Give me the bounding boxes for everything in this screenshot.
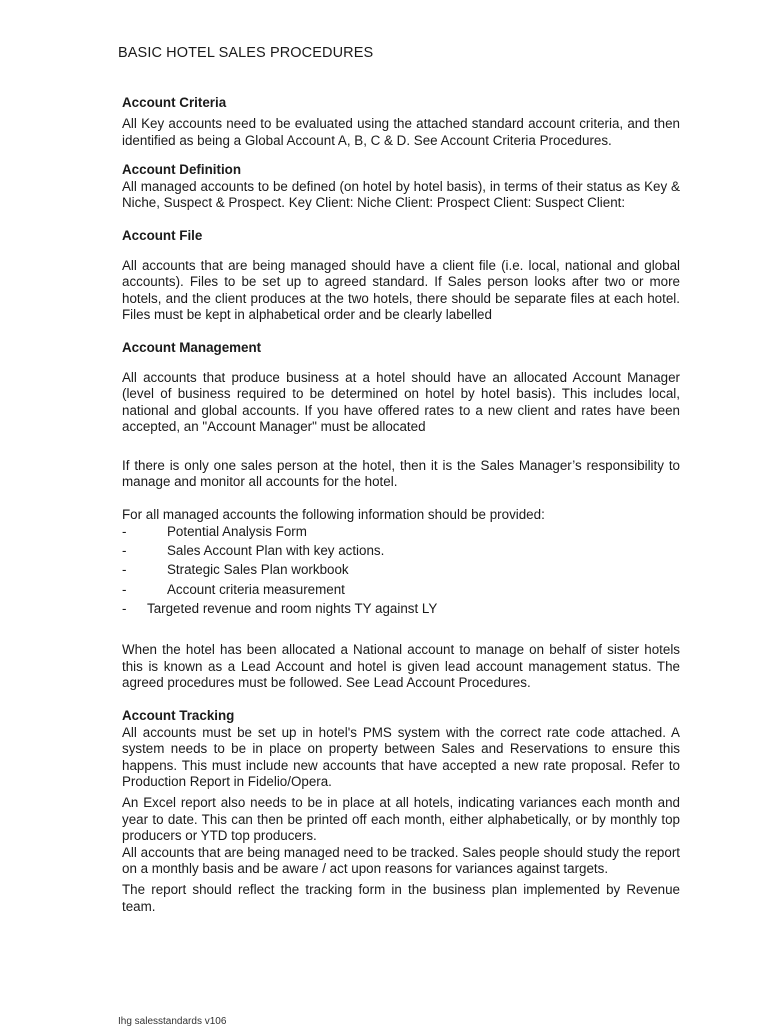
paragraph-account-tracking-2: An Excel report also needs to be in place at all hotels, indicating variances each month and year to date. This can then be printed off each month, either alphabetically, or by monthly top producers or YTD top producers. xyxy=(122,795,680,844)
list-item-text: Potential Analysis Form xyxy=(167,523,307,539)
paragraph-account-definition: All managed accounts to be defined (on hotel by hotel basis), in terms of their status as Key & Niche, Suspect & Prospect. Key Client: Niche Client: Prospect Client: Suspect Client: xyxy=(122,178,680,211)
paragraph-account-management-1: All accounts that produce business at a hotel should have an allocated Account Manager (level of business required to be determined on hotel by hotel basis). This includes local, national and global accounts. If you have offered rates to a new client and rates have been accepted, an "Account Manager" must be allocated xyxy=(122,369,680,435)
list-dash: - xyxy=(122,523,127,539)
list-item-text: Account criteria measurement xyxy=(167,581,345,597)
document-title: BASIC HOTEL SALES PROCEDURES xyxy=(118,45,374,61)
paragraph-account-management-2: If there is only one sales person at the hotel, then it is the Sales Manager’s responsibility to manage and monitor all accounts for the hotel. xyxy=(122,457,680,489)
document-body xyxy=(122,95,680,915)
list-intro: For all managed accounts the following information should be provided: xyxy=(122,507,545,523)
list-dash: - xyxy=(122,562,127,578)
heading-account-definition: Account Definition xyxy=(122,162,242,178)
list-item xyxy=(122,524,680,543)
heading-account-file: Account File xyxy=(122,228,203,244)
paragraph-account-tracking-1: All accounts must be set up in hotel's PMS system with the correct rate code attached. A system needs to be in place on property between Sales and Reservations to ensure this happens. This must include new accounts that have accepted a new rate proposal. Refer to Production Report in Fidelio/Opera. xyxy=(122,724,680,790)
paragraph-account-file: All accounts that are being managed should have a client file (i.e. local, national and global accounts). Files to be set up to agreed standard. If Sales person looks after two or more hotels, and the client produces at the two hotels, there should be separate files at each hotel. Files must be kept in alphabetical order and be clearly labelled xyxy=(122,257,680,323)
list-dash: - xyxy=(122,581,127,597)
paragraph-account-tracking-4: The report should reflect the tracking form in the business plan implemented by Revenue team. xyxy=(122,882,680,914)
heading-account-criteria: Account Criteria xyxy=(122,95,227,110)
document-footer: Ihg salesstandards v106 xyxy=(118,1016,227,1027)
paragraph-lead-account: When the hotel has been allocated a National account to manage on behalf of sister hotels this is known as a Lead Account and hotel is given lead account management status. The agreed procedures must be followed. See Lead Account Procedures. xyxy=(122,642,680,691)
heading-account-tracking: Account Tracking xyxy=(122,708,235,724)
list-item xyxy=(122,543,680,562)
managed-accounts-list xyxy=(122,524,680,620)
paragraph-account-criteria: All Key accounts need to be evaluated using the attached standard account criteria, and then identified as being a Global Account A, B, C & D. See Account Criteria Procedures. xyxy=(122,116,680,148)
list-item-text: Targeted revenue and room nights TY against LY xyxy=(147,600,438,616)
paragraph-account-tracking-3: All accounts that are being managed need to be tracked. Sales people should study the report on a monthly basis and be aware / act upon reasons for variances against targets. xyxy=(122,844,680,877)
list-item xyxy=(122,562,680,581)
list-item xyxy=(122,601,680,620)
list-item xyxy=(122,582,680,601)
list-dash: - xyxy=(122,543,127,559)
list-item-text: Sales Account Plan with key actions. xyxy=(167,543,385,559)
list-dash: - xyxy=(122,600,127,616)
heading-account-management: Account Management xyxy=(122,340,262,356)
list-item-text: Strategic Sales Plan workbook xyxy=(167,562,349,578)
